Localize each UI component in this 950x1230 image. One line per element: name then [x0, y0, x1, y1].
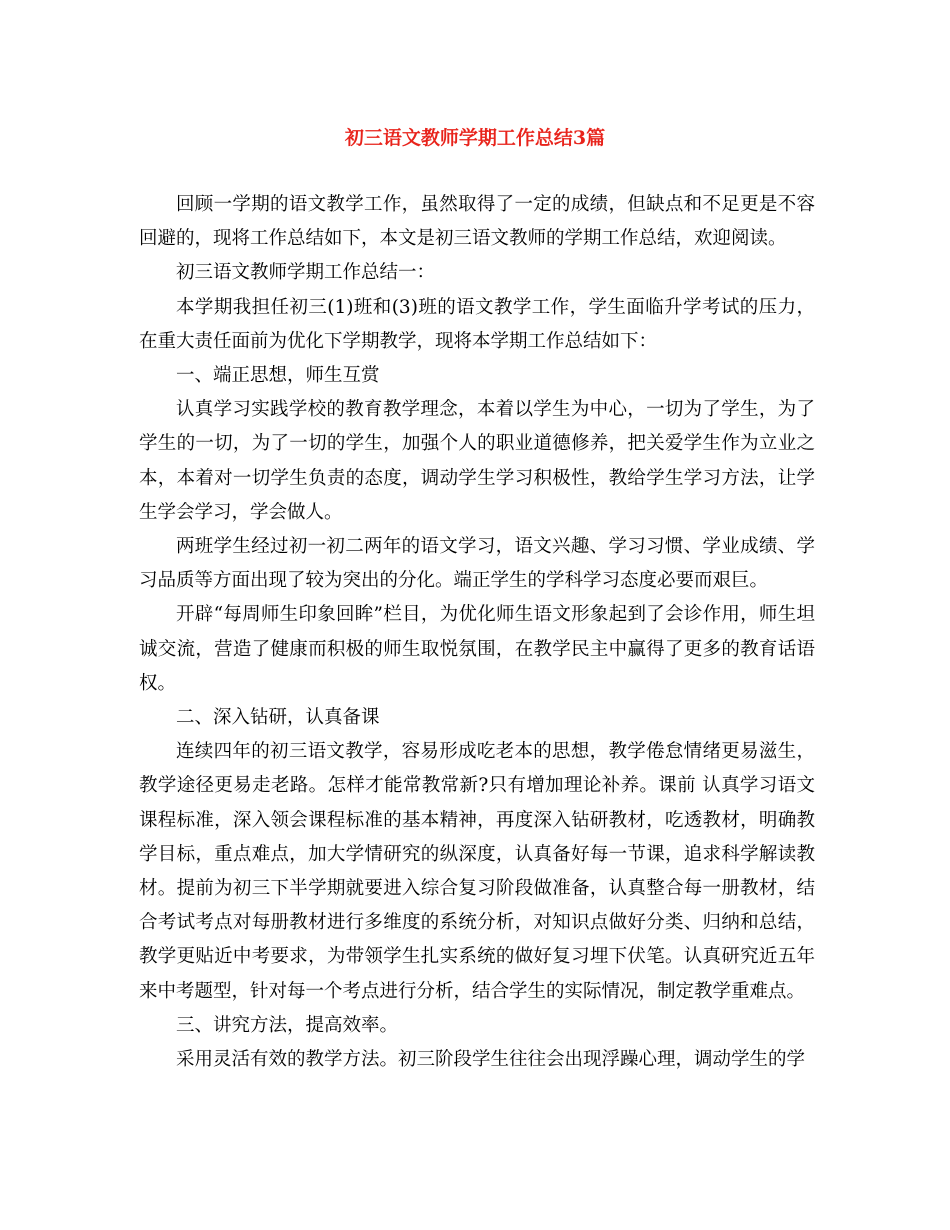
section-heading-three: 三、讲究方法，提高效率。	[176, 1014, 399, 1036]
paragraph-teaching-philosophy: 认真学习实践学校的教育教学理念，本着以学生为中心，一切为了学生，为了学生的一切，为了一切的学生，加强个人的职业道德修养，把关爱学生作为立业之本，本着对一切学生负责的态度，调动学生学习积极性，教给学生学习方法，让学生学会学习，学会做人。	[139, 399, 815, 523]
paragraph-responsibility: 本学期我担任初三(1)班和(3)班的语文教学工作，学生面临升学考试的压力，在重大责任面前为优化下学期教学，现将本学期工作总结如下：	[139, 296, 815, 352]
paragraph-lesson-preparation: 连续四年的初三语文教学，容易形成吃老本的思想，教学倦怠情绪更易滋生，教学途径更易走老路。怎样才能常教常新?只有增加理论补养。课前 认真学习语文课程标准，深入领会课程标准的基本精神，再度深入钻研教材，吃透教材，明确教学目标，重点难点，加大学情研究的纵深度，认真备好每一节课，追求科学解读教材。提前为初三下半学期就要进入综合复习阶段做准备，认真整合每一册教材，结合考试考点对每册教材进行多维度的系统分析，对知识点做好分类、归纳和总结，教学更贴近中考要求，为带领学生扎实系统的做好复习埋下伏笔。认真研究近五年来中考题型，针对每一个考点进行分析，结合学生的实际情况，制定教学重难点。	[139, 741, 815, 1002]
paragraph-teaching-methods: 采用灵活有效的教学方法。初三阶段学生往往会出现浮躁心理，调动学生的学	[176, 1049, 806, 1071]
paragraph-intro: 回顾一学期的语文教学工作，虽然取得了一定的成绩，但缺点和不足更是不容回避的，现将工作总结如下，本文是初三语文教师的学期工作总结，欢迎阅读。	[139, 194, 815, 250]
paragraph-weekly-column: 开辟“每周师生印象回眸”栏目，为优化师生语文形象起到了会诊作用，师生坦诚交流，营造了健康而积极的师生取悦氛围，在教学民主中赢得了更多的教育话语权。	[139, 604, 815, 694]
paragraph-student-differentiation: 两班学生经过初一初二两年的语文学习，语文兴趣、学习习惯、学业成绩、学习品质等方面出现了较为突出的分化。端正学生的学科学习态度必要而艰巨。	[139, 536, 815, 592]
section-heading-summary-one: 初三语文教师学期工作总结一：	[176, 262, 436, 284]
section-heading-two: 二、深入钻研，认真备课	[176, 707, 380, 729]
section-heading-one: 一、端正思想，师生互赏	[176, 365, 380, 387]
document-title: 初三语文教师学期工作总结3篇	[344, 127, 606, 149]
document-body	[139, 188, 815, 1077]
